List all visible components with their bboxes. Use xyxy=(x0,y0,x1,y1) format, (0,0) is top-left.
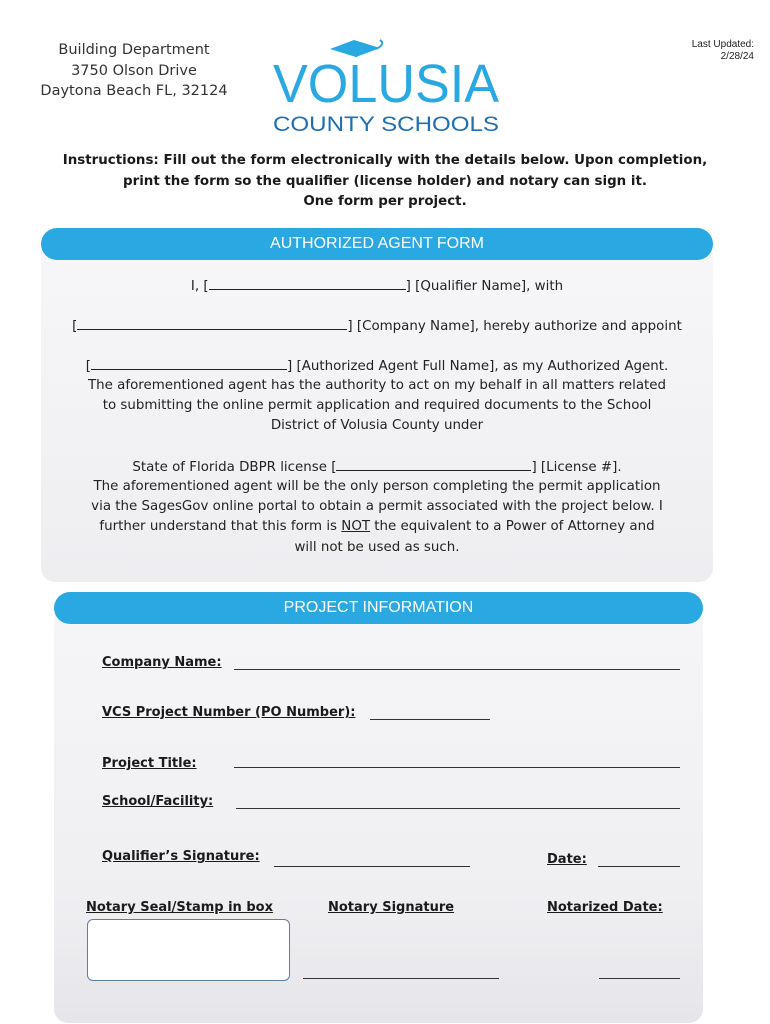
qualifier-name-suffix: ] [Qualifier Name], with xyxy=(405,279,564,294)
scope-line-2: via the SagesGov online portal to obtain a permit associated with the project below. I xyxy=(91,499,663,515)
instructions-line-2: print the form so the qualifier (license holder) and notary can sign it. xyxy=(123,173,647,189)
qualifier-name-field[interactable] xyxy=(209,276,406,290)
notarized-date-label: Notarized Date: xyxy=(547,900,663,915)
license-line xyxy=(45,457,709,475)
agent-name-field[interactable] xyxy=(91,356,287,370)
date-field[interactable] xyxy=(598,866,680,867)
agent-name-prefix: [ xyxy=(85,359,92,374)
company-name-prefix: [ xyxy=(72,319,78,334)
scope-line-3-after: the equivalent to a Power of Attorney and xyxy=(370,519,655,535)
agent-form-title: AUTHORIZED AGENT FORM xyxy=(41,228,713,260)
notarized-date-field[interactable] xyxy=(599,978,680,979)
company-name-field[interactable] xyxy=(77,316,347,330)
authority-line-2: to submitting the online permit application and required documents to the School xyxy=(102,398,652,414)
project-title-field[interactable] xyxy=(234,767,680,768)
instructions xyxy=(40,151,730,213)
qualifier-signature-field[interactable] xyxy=(274,866,470,867)
volusia-county-schools-logo xyxy=(268,38,504,138)
project-company-name-field[interactable] xyxy=(234,669,680,670)
vcs-project-number-label: VCS Project Number (PO Number): xyxy=(102,705,356,720)
license-prefix: State of Florida DBPR license [ xyxy=(132,460,337,475)
scope-line-4: will not be used as such. xyxy=(294,539,460,555)
last-updated-date: 2/28/24 xyxy=(720,51,754,62)
department-address xyxy=(20,40,248,102)
instructions-line-1: Instructions: Fill out the form electronically with the details below. Upon completion, xyxy=(62,153,708,168)
authority-line-1: The aforementioned agent has the authority to act on my behalf in all matters related xyxy=(87,378,667,393)
address-line-city: Daytona Beach FL, 32124 xyxy=(40,83,228,99)
last-updated-label: Last Updated: xyxy=(691,39,754,50)
company-name-suffix: ] [Company Name], hereby authorize and appoint xyxy=(347,319,682,334)
qualifier-name-prefix: I, [ xyxy=(190,279,209,294)
last-updated xyxy=(634,39,754,63)
address-line-street: 3750 Olson Drive xyxy=(71,62,197,79)
notary-signature-label: Notary Signature xyxy=(328,900,455,915)
scope-not-emphasis: NOT xyxy=(341,519,371,535)
logo-sub-text: COUNTY SCHOOLS xyxy=(273,113,499,136)
notary-seal-label: Notary Seal/Stamp in box xyxy=(86,900,273,915)
notary-seal-box[interactable] xyxy=(87,919,290,981)
project-info-title: PROJECT INFORMATION xyxy=(54,592,703,624)
scope-line-3 xyxy=(45,517,709,537)
license-number-field[interactable] xyxy=(336,457,531,471)
notary-signature-field[interactable] xyxy=(303,978,499,979)
agent-name-line xyxy=(45,356,709,374)
qualifier-signature-label: Qualifier’s Signature: xyxy=(102,849,260,864)
address-line-department: Building Department xyxy=(58,42,210,58)
license-suffix: ] [License #]. xyxy=(531,460,622,475)
school-facility-label: School/Facility: xyxy=(102,794,214,809)
company-name-line xyxy=(45,316,709,334)
logo-main-text: VOLUSIA xyxy=(273,54,499,114)
authority-paragraph xyxy=(45,376,709,437)
scope-line-3-before: further understand that this form is xyxy=(99,519,342,535)
agent-scope-paragraph xyxy=(45,477,709,558)
agent-name-suffix: ] [Authorized Agent Full Name], as my Authorized Agent. xyxy=(287,359,669,374)
authority-line-3: District of Volusia County under xyxy=(270,418,484,434)
scope-line-1: The aforementioned agent will be the only person completing the permit application xyxy=(93,479,661,494)
date-label: Date: xyxy=(547,852,587,867)
project-title-label: Project Title: xyxy=(102,756,197,771)
vcs-project-number-field[interactable] xyxy=(370,719,490,720)
company-name-label: Company Name: xyxy=(102,655,222,670)
school-facility-field[interactable] xyxy=(236,808,680,809)
instructions-line-3: One form per project. xyxy=(303,194,467,209)
qualifier-name-line xyxy=(45,276,709,294)
